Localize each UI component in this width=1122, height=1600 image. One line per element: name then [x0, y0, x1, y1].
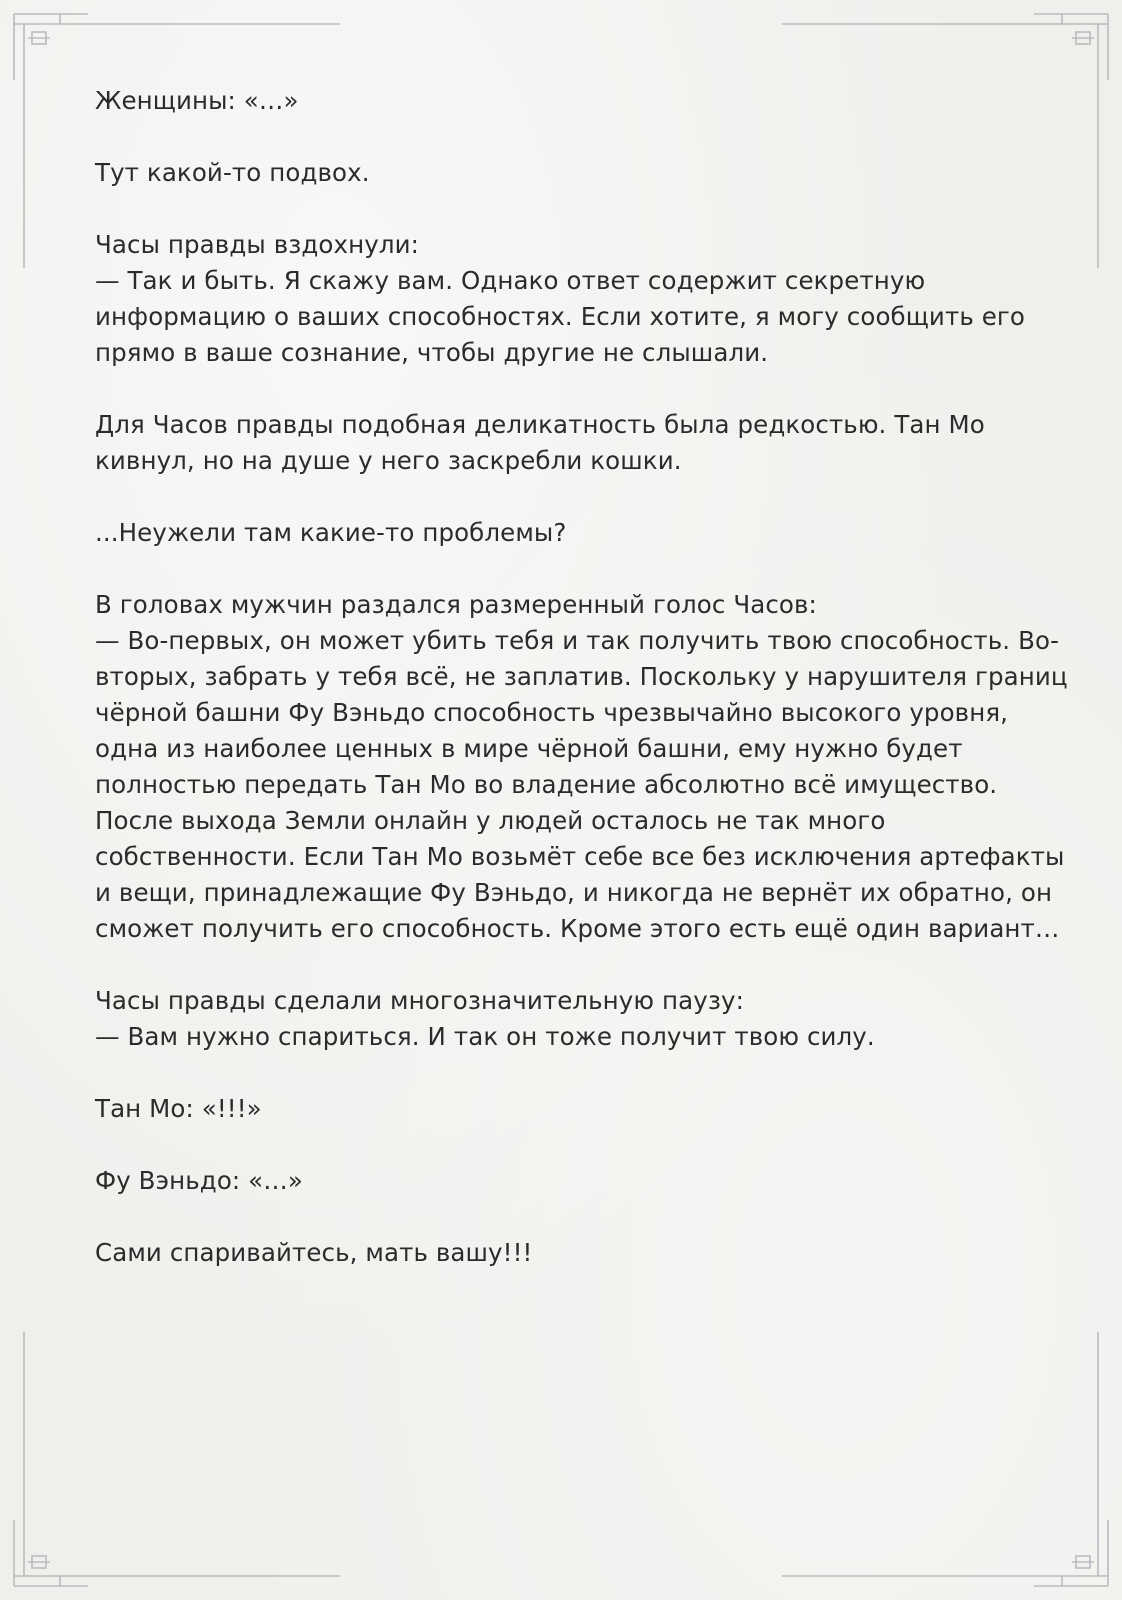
text-line: собственности. Если Тан Мо возьмёт себе все без исключения артефакты [95, 842, 1065, 871]
paragraph [95, 155, 1035, 191]
paragraph [95, 83, 1035, 119]
paragraph [95, 587, 1068, 947]
text-line: Часы правды вздохнули: [95, 230, 419, 259]
text-line: одна из наиболее ценных в мире чёрной башни, ему нужно будет [95, 734, 963, 763]
text-line: и вещи, принадлежащие Фу Вэньдо, и никогда не вернёт их обратно, он [95, 878, 1053, 907]
text-line: Для Часов правды подобная деликатность была редкостью. Тан Мо [95, 410, 985, 439]
text-line: — Вам нужно спариться. И так он тоже получит твою силу. [95, 1022, 875, 1051]
text-line: — Так и быть. Я скажу вам. Однако ответ содержит секретную [95, 266, 926, 295]
text-line: Тут какой-то подвох. [95, 158, 370, 187]
text-line: ...Неужели там какие-то проблемы? [95, 518, 567, 547]
text-line: Женщины: «…» [95, 86, 299, 115]
text-line: полностью передать Тан Мо во владение абсолютно всё имущество. [95, 770, 998, 799]
text-line: кивнул, но на душе у него заскребли кошки. [95, 446, 682, 475]
text-line: прямо в ваше сознание, чтобы другие не слышали. [95, 338, 769, 367]
text-line: Тан Мо: «!!!» [95, 1094, 262, 1123]
text-line: Часы правды сделали многозначительную паузу: [95, 986, 744, 1015]
paragraph [95, 515, 1035, 551]
text-line: После выхода Земли онлайн у людей осталось не так много [95, 806, 886, 835]
text-line: Сами спаривайтесь, мать вашу!!! [95, 1238, 533, 1267]
text-line: информацию о ваших способностях. Если хотите, я могу сообщить его [95, 302, 1025, 331]
paragraph [95, 1091, 1035, 1127]
text-line: сможет получить его способность. Кроме этого есть ещё один вариант… [95, 914, 1060, 943]
paragraph [95, 227, 1035, 371]
paragraph [95, 1235, 1035, 1271]
text-line: В головах мужчин раздался размеренный голос Часов: [95, 590, 817, 619]
text-line: — Во-первых, он может убить тебя и так получить твою способность. Во- [95, 626, 1060, 655]
text-line: Фу Вэньдо: «…» [95, 1166, 303, 1195]
paragraph [95, 1163, 1035, 1199]
text-line: чёрной башни Фу Вэньдо способность чрезвычайно высокого уровня, [95, 698, 1009, 727]
story-text [95, 83, 1068, 1307]
paragraph [95, 983, 1035, 1055]
paragraph [95, 407, 1035, 479]
text-line: вторых, забрать у тебя всё, не заплатив. Поскольку у нарушителя границ [95, 662, 1068, 691]
